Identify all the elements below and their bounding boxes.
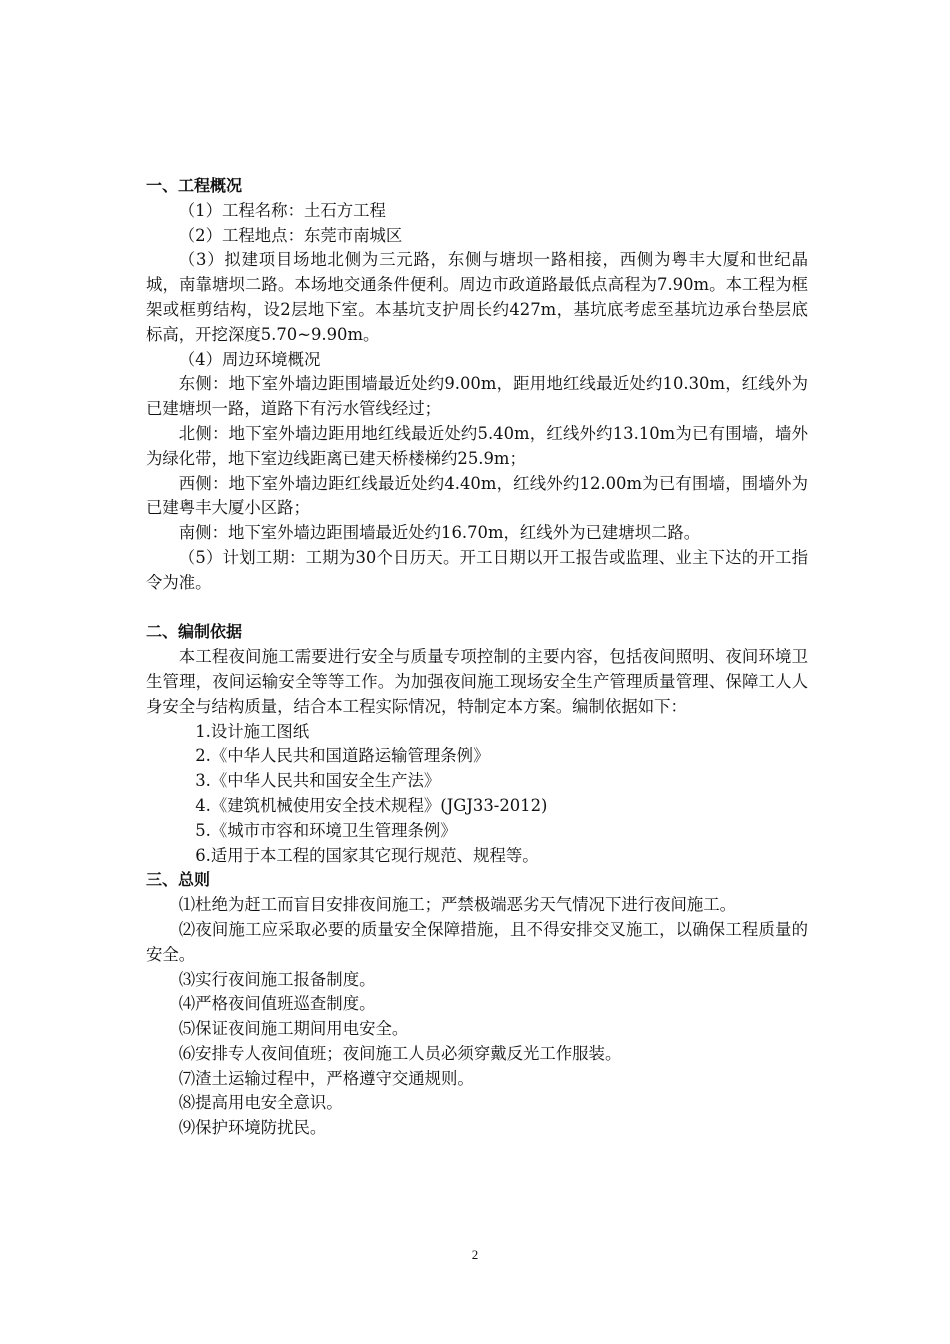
paragraph: 西侧：地下室外墙边距红线最近处约4.40m，红线外约12.00m为已有围墙，围墙外为已建粤丰大厦小区路； <box>146 473 808 518</box>
list-item: 5.《城市市容和环境卫生管理条例》 <box>195 820 457 840</box>
paragraph: （2）工程地点：东莞市南城区 <box>178 225 403 245</box>
list-item: 6.适用于本工程的国家其它现行规范、规程等。 <box>195 845 539 865</box>
list-item: ⑸保证夜间施工期间用电安全。 <box>178 1019 409 1039</box>
paragraph: （4）周边环境概况 <box>178 349 321 369</box>
paragraph: （1）工程名称：土石方工程 <box>178 200 386 220</box>
list-item: ⑴杜绝为赶工而盲目安排夜间施工；严禁极端恶劣天气情况下进行夜间施工。 <box>178 895 737 915</box>
paragraph: （5）计划工期：工期为30个日历天。开工日期以开工报告或监理、业主下达的开工指令为准。 <box>146 547 808 592</box>
section-heading-general: 三、总则 <box>146 870 211 890</box>
list-item: ⑻提高用电安全意识。 <box>178 1093 343 1113</box>
list-item: ⑵夜间施工应采取必要的质量安全保障措施，且不得安排交叉施工，以确保工程质量的安全。 <box>146 919 808 964</box>
list-item: 4.《建筑机械使用安全技术规程》(JGJ33-2012) <box>195 795 548 815</box>
document-page <box>146 174 808 1141</box>
paragraph: 南侧：地下室外墙边距围墙最近处约16.70m，红线外为已建塘坝二路。 <box>178 523 701 543</box>
section-heading-basis: 二、编制依据 <box>146 622 243 642</box>
section-heading-overview: 一、工程概况 <box>146 176 243 195</box>
paragraph: 本工程夜间施工需要进行安全与质量专项控制的主要内容，包括夜间照明、夜间环境卫生管理，夜间运输安全等等工作。为加强夜间施工现场安全生产管理质量管理、保障工人人身安全与结构质量，结合本工程实际情况，特制定本方案。编制依据如下： <box>146 647 808 716</box>
list-item: ⑷严格夜间值班巡查制度。 <box>178 994 376 1014</box>
paragraph: 东侧：地下室外墙边距围墙最近处约9.00m，距用地红线最近处约10.30m，红线外为已建塘坝一路，道路下有污水管线经过； <box>146 374 808 419</box>
list-item: 2.《中华人民共和国道路运输管理条例》 <box>195 746 490 766</box>
list-item: ⑶实行夜间施工报备制度。 <box>178 969 376 989</box>
list-item: 1.设计施工图纸 <box>195 721 310 741</box>
list-item: ⑺渣土运输过程中，严格遵守交通规则。 <box>178 1068 474 1088</box>
list-item: 3.《中华人民共和国安全生产法》 <box>195 771 441 791</box>
list-item: ⑹安排专人夜间值班；夜间施工人员必须穿戴反光工作服装。 <box>178 1043 622 1063</box>
spacer <box>146 596 808 621</box>
paragraph: （3）拟建项目场地北侧为三元路，东侧与塘坝一路相接，西侧为粤丰大厦和世纪晶城，南靠塘坝二路。本场地交通条件便利。周边市政道路最低点高程为7.90m。本工程为框架或框剪结构，设2层地下室。本基坑支护周长约427m，基坑底考虑至基坑边承台垫层底标高，开挖深度5.70~9.90m。 <box>146 250 808 344</box>
page-number: 2 <box>471 1247 479 1262</box>
paragraph: 北侧：地下室外墙边距用地红线最近处约5.40m，红线外约13.10m为已有围墙，墙外为绿化带，地下室边线距离已建天桥楼梯约25.9m； <box>146 423 808 468</box>
list-item: ⑼保护环境防扰民。 <box>178 1118 327 1138</box>
